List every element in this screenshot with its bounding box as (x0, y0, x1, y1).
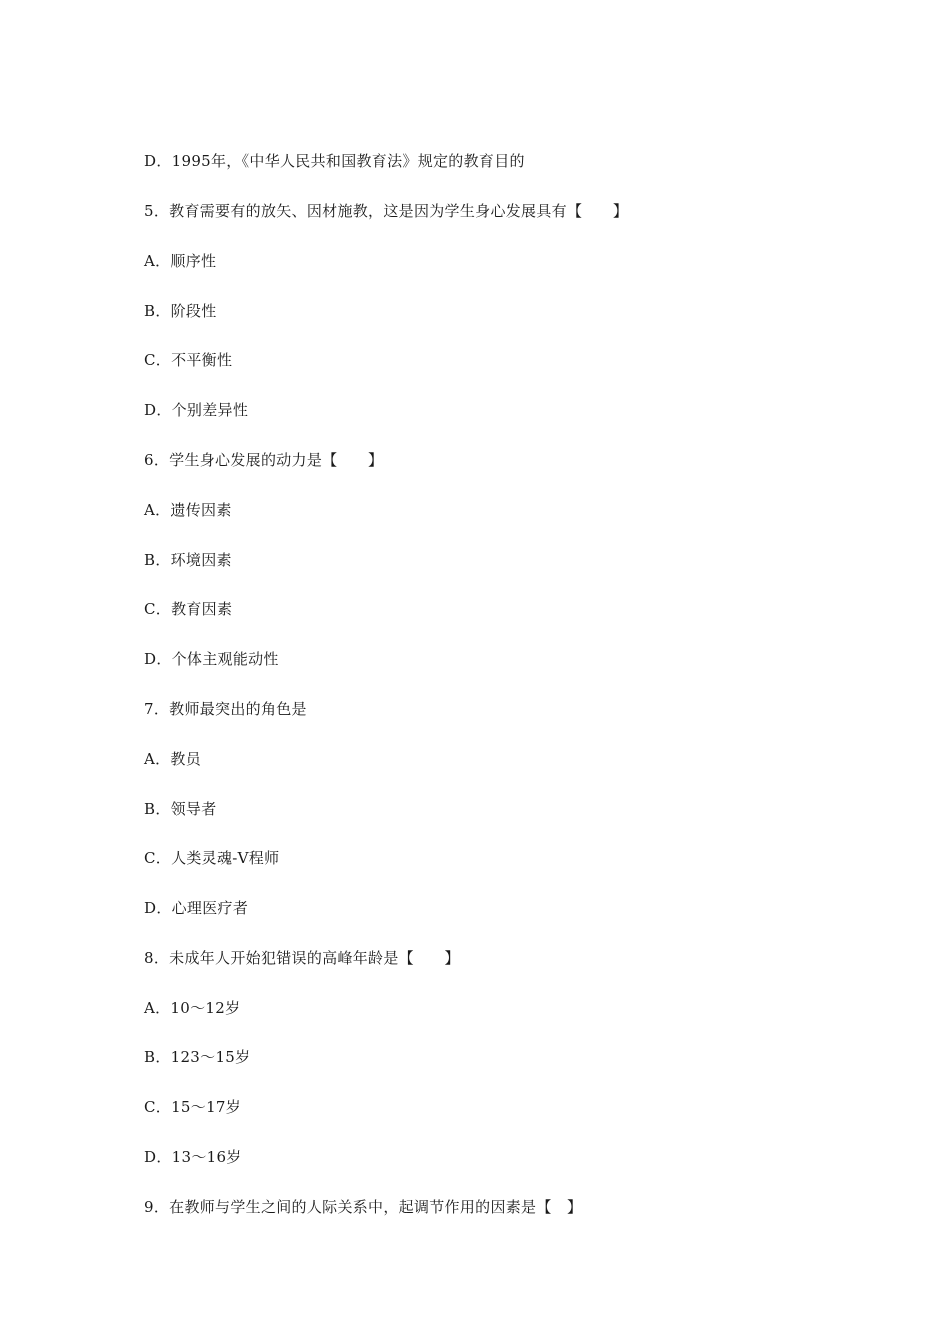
option-7d: D．心理医疗者 (144, 899, 249, 917)
option-8b: B．123～15岁 (144, 1048, 251, 1066)
option-5d: D．个别差异性 (144, 401, 249, 419)
question-9: 9．在教师与学生之间的人际关系中，起调节作用的因素是【 】 (144, 1198, 583, 1216)
option-6b: B．环境因素 (144, 551, 232, 569)
question-5: 5．教育需要有的放矢、因材施教，这是因为学生身心发展具有【 】 (144, 202, 629, 220)
question-8: 8．未成年人开始犯错误的高峰年龄是【 】 (144, 949, 460, 967)
option-4d: D．1995年，《中华人民共和国教育法》规定的教育目的 (144, 152, 525, 170)
option-6d: D．个体主观能动性 (144, 650, 279, 668)
option-8c: C．15～17岁 (144, 1098, 242, 1116)
option-5b: B．阶段性 (144, 302, 217, 320)
option-8d: D．13～16岁 (144, 1148, 242, 1166)
option-8a: A．10～12岁 (144, 999, 241, 1017)
option-6a: A．遗传因素 (144, 501, 232, 519)
option-5a: A．顺序性 (144, 252, 217, 270)
option-7c: C．人类灵魂-V程师 (144, 849, 280, 867)
option-5c: C．不平衡性 (144, 351, 233, 369)
question-7: 7．教师最突出的角色是 (144, 700, 307, 718)
option-7b: B．领导者 (144, 800, 217, 818)
option-6c: C．教育因素 (144, 600, 233, 618)
option-7a: A．教员 (144, 750, 202, 768)
question-6: 6．学生身心发展的动力是【 】 (144, 451, 384, 469)
